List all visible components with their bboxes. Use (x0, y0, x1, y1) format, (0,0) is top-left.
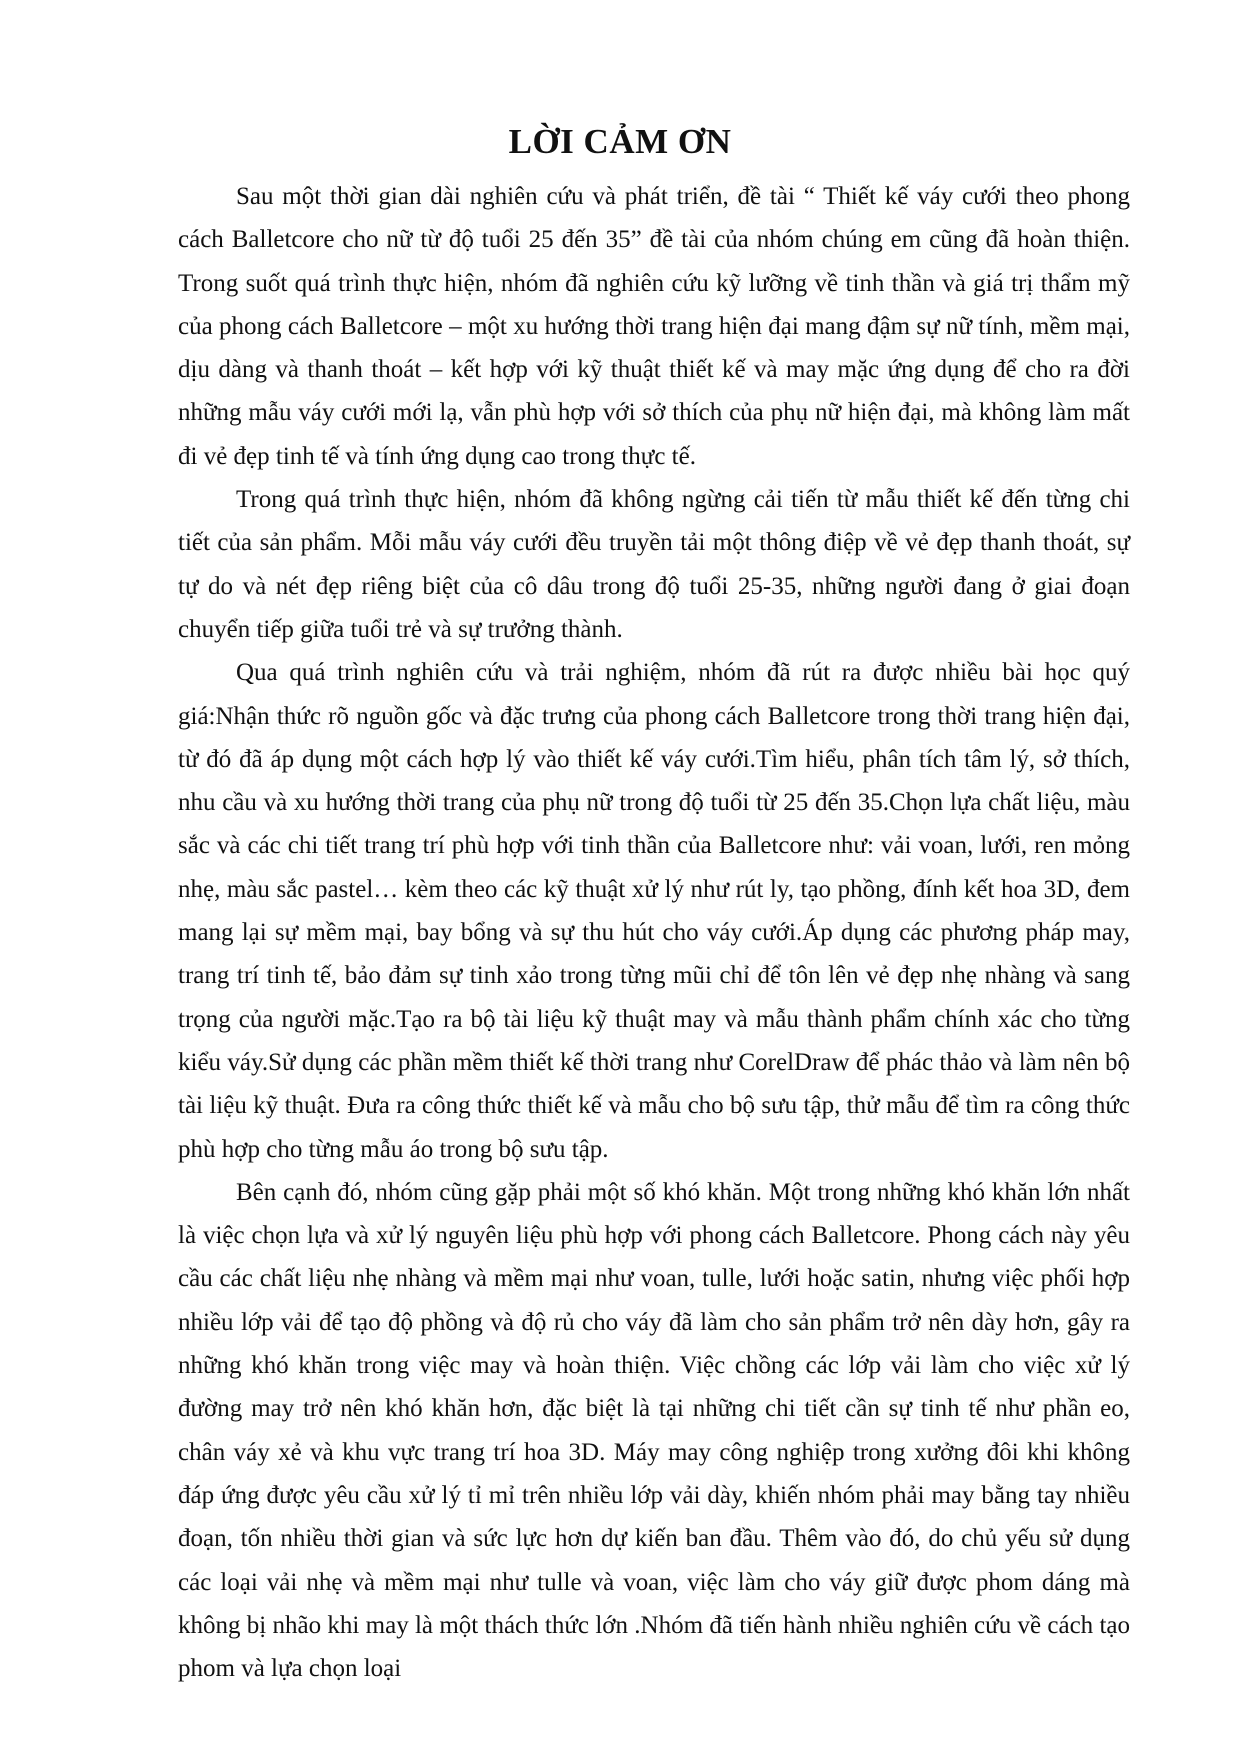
document-body (178, 175, 1130, 1690)
paragraph-1: Sau một thời gian dài nghiên cứu và phát triển, đề tài “ Thiết kế váy cưới theo phong cách Balletcore cho nữ từ độ tuổi 25 đến 35” đề tài của nhóm chúng em cũng đã hoàn thiện. Trong suốt quá trình thực hiện, nhóm đã nghiên cứu kỹ lưỡng về tinh thần và giá trị thẩm mỹ của phong cách Balletcore – một xu hướng thời trang hiện đại mang đậm sự nữ tính, mềm mại, dịu dàng và thanh thoát – kết hợp với kỹ thuật thiết kế và may mặc ứng dụng để cho ra đời những mẫu váy cưới mới lạ, vẫn phù hợp với sở thích của phụ nữ hiện đại, mà không làm mất đi vẻ đẹp tinh tế và tính ứng dụng cao trong thực tế. (178, 183, 1130, 470)
paragraph-4: Bên cạnh đó, nhóm cũng gặp phải một số khó khăn. Một trong những khó khăn lớn nhất là việc chọn lựa và xử lý nguyên liệu phù hợp với phong cách Balletcore. Phong cách này yêu cầu các chất liệu nhẹ nhàng và mềm mại như voan, tulle, lưới hoặc satin, nhưng việc phối hợp nhiều lớp vải để tạo độ phồng và độ rủ cho váy đã làm cho sản phẩm trở nên dày hơn, gây ra những khó khăn trong việc may và hoàn thiện. Việc chồng các lớp vải làm cho việc xử lý đường may trở nên khó khăn hơn, đặc biệt là tại những chi tiết cần sự tinh tế như phần eo, chân váy xẻ và khu vực trang trí hoa 3D. Máy may công nghiệp trong xưởng đôi khi không đáp ứng được yêu cầu xử lý tỉ mỉ trên nhiều lớp vải dày, khiến nhóm phải may bằng tay nhiều đoạn, tốn nhiều thời gian và sức lực hơn dự kiến ban đầu. Thêm vào đó, do chủ yếu sử dụng các loại vải nhẹ và mềm mại như tulle và voan, việc làm cho váy giữ được phom dáng mà không bị nhão khi may là một thách thức lớn .Nhóm đã tiến hành nhiều nghiên cứu về cách tạo phom và lựa chọn loại (178, 1178, 1130, 1683)
paragraph-3: Qua quá trình nghiên cứu và trải nghiệm, nhóm đã rút ra được nhiều bài học quý giá:Nhận thức rõ nguồn gốc và đặc trưng của phong cách Balletcore trong thời trang hiện đại, từ đó đã áp dụng một cách hợp lý vào thiết kế váy cưới.Tìm hiểu, phân tích tâm lý, sở thích, nhu cầu và xu hướng thời trang của phụ nữ trong độ tuổi từ 25 đến 35.Chọn lựa chất liệu, màu sắc và các chi tiết trang trí phù hợp với tinh thần của Balletcore như: vải voan, lưới, ren mỏng nhẹ, màu sắc pastel… kèm theo các kỹ thuật xử lý như rút ly, tạo phồng, đính kết hoa 3D, đem mang lại sự mềm mại, bay bổng và sự thu hút cho váy cưới.Áp dụng các phương pháp may, trang trí tinh tế, bảo đảm sự tinh xảo trong từng mũi chỉ để tôn lên vẻ đẹp nhẹ nhàng và sang trọng của người mặc.Tạo ra bộ tài liệu kỹ thuật may và mẫu thành phẩm chính xác cho từng kiểu váy.Sử dụng các phần mềm thiết kế thời trang như CorelDraw để phác thảo và làm nên bộ tài liệu kỹ thuật. Đưa ra công thức thiết kế và mẫu cho bộ sưu tập, thử mẫu để tìm ra công thức phù hợp cho từng mẫu áo trong bộ sưu tập. (178, 659, 1130, 1163)
page-title: LỜI CẢM ƠN (508, 122, 732, 161)
paragraph-2: Trong quá trình thực hiện, nhóm đã không ngừng cải tiến từ mẫu thiết kế đến từng chi tiết của sản phẩm. Mỗi mẫu váy cưới đều truyền tải một thông điệp về vẻ đẹp thanh thoát, sự tự do và nét đẹp riêng biệt của cô dâu trong độ tuổi 25-35, những người đang ở giai đoạn chuyển tiếp giữa tuổi trẻ và sự trưởng thành. (178, 486, 1130, 643)
